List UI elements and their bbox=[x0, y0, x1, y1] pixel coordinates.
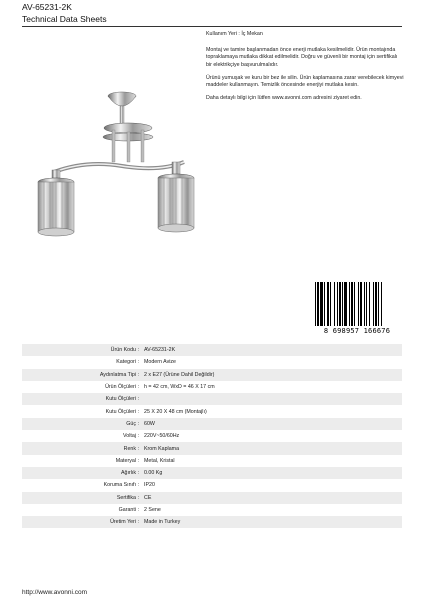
barcode-bar bbox=[351, 282, 353, 326]
barcode-bars bbox=[315, 282, 400, 326]
barcode-bar bbox=[366, 282, 367, 326]
spec-separator: : bbox=[138, 482, 140, 489]
spec-row bbox=[22, 492, 402, 504]
safety-note: Montaj ve tamire başlanmadan önce enerji mutlaka kesilmelidir. Ürün montajında topraklamaya mutlaka dikkat edilmelidir. Doğru ve güvenli bir montaj için sertifikalı bir elektrikçiye başvurulmalıdır. bbox=[206, 47, 398, 68]
header-divider bbox=[22, 26, 402, 27]
barcode-bar bbox=[344, 282, 347, 326]
spec-value: 0.00 Kg bbox=[144, 467, 402, 479]
spec-key: Ürün Kodu bbox=[22, 344, 138, 356]
barcode-bar bbox=[373, 282, 374, 326]
spec-value: Made in Turkey bbox=[144, 516, 402, 528]
spec-key: Renk bbox=[22, 442, 138, 454]
barcode-bar bbox=[360, 282, 362, 326]
usage-location: Kullanım Yeri : İç Mekan bbox=[206, 31, 263, 37]
spec-separator: : bbox=[138, 442, 144, 454]
spec-key: Materyal bbox=[115, 457, 136, 464]
barcode-bar bbox=[378, 282, 379, 326]
barcode-digits: 8 698957 166676 bbox=[323, 327, 391, 335]
spec-row bbox=[22, 369, 402, 381]
spec-row bbox=[22, 504, 402, 516]
spec-separator: : bbox=[138, 344, 144, 356]
spec-key: Güç bbox=[22, 418, 138, 430]
spec-key: Voltaj bbox=[123, 433, 136, 440]
spec-separator: : bbox=[138, 507, 140, 513]
spec-separator: : bbox=[138, 384, 140, 391]
barcode-bar bbox=[337, 282, 338, 326]
barcode-bar bbox=[330, 282, 331, 326]
spec-row bbox=[22, 430, 402, 442]
spec-row bbox=[22, 393, 402, 405]
spec-key: Kutu Ölçüleri bbox=[22, 393, 138, 405]
spec-row bbox=[22, 467, 402, 479]
footer-url[interactable]: http://www.avonni.com bbox=[22, 589, 88, 596]
spec-key: Ürün Ölçüleri bbox=[105, 384, 136, 391]
spec-separator: : bbox=[138, 492, 144, 504]
spec-value: 25 X 20 X 48 cm (Montajlı) bbox=[144, 408, 207, 415]
barcode bbox=[312, 282, 402, 336]
spec-key: Ağırlık bbox=[22, 467, 138, 479]
spec-value: AV-65231-2K bbox=[144, 344, 402, 356]
spec-separator: : bbox=[138, 359, 140, 366]
spec-separator: : bbox=[138, 393, 144, 405]
barcode-bar bbox=[324, 282, 325, 326]
spec-key: Aydınlatma Tipi bbox=[22, 369, 138, 381]
barcode-bar bbox=[339, 282, 341, 326]
spec-key: Garanti bbox=[118, 507, 136, 513]
spec-value: IP20 bbox=[144, 482, 155, 489]
usage-info bbox=[206, 31, 404, 108]
spec-row bbox=[22, 356, 402, 368]
spec-key: Koruma Sınıfı bbox=[103, 482, 136, 489]
spec-table bbox=[22, 344, 402, 528]
barcode-bar bbox=[369, 282, 370, 326]
website-note: Daha detaylı bilgi için lütfen www.avonni.com adresini ziyaret edin. bbox=[206, 95, 362, 102]
spec-separator: : bbox=[138, 467, 144, 479]
spec-value: 220V~50/60Hz bbox=[144, 433, 180, 440]
spec-value: 2 Sene bbox=[144, 507, 161, 513]
spec-key: Üretim Yeri bbox=[22, 516, 138, 528]
spec-separator: : bbox=[138, 369, 144, 381]
document-subtitle: Technical Data Sheets bbox=[22, 14, 107, 24]
spec-value: Krom Kaplama bbox=[144, 442, 402, 454]
barcode-bar bbox=[381, 282, 382, 326]
spec-key: Sertifika bbox=[22, 492, 138, 504]
spec-row bbox=[22, 479, 402, 491]
cleaning-note: Ürünü yumuşak ve kuru bir bez ile silin. Ürün kaplamasına zarar verebilecek kimyevi maddeler kullanmayın. Temizlik öncesinde enerjiyi mutlaka kesin. bbox=[206, 74, 404, 89]
spec-separator: : bbox=[138, 408, 140, 415]
spec-row bbox=[22, 418, 402, 430]
spec-separator: : bbox=[138, 516, 144, 528]
spec-value bbox=[144, 393, 402, 405]
spec-row bbox=[22, 516, 402, 528]
barcode-bar bbox=[320, 282, 323, 326]
spec-separator: : bbox=[138, 433, 140, 440]
spec-value: Modern Avize bbox=[144, 359, 176, 366]
barcode-bar bbox=[317, 282, 319, 326]
barcode-bar bbox=[327, 282, 329, 326]
barcode-bar bbox=[364, 282, 365, 326]
barcode-bar bbox=[354, 282, 355, 326]
spec-value: CE bbox=[144, 492, 402, 504]
spec-value: 60W bbox=[144, 418, 402, 430]
barcode-bar bbox=[334, 282, 335, 326]
spec-row bbox=[22, 442, 402, 454]
spec-value: 2 x E27 (Ürüne Dahil Değildir) bbox=[144, 369, 402, 381]
spec-row bbox=[22, 381, 402, 393]
spec-value: h = 42 cm, WxD = 46 X 17 cm bbox=[144, 384, 215, 391]
spec-key: Kategori bbox=[116, 359, 136, 366]
spec-separator: : bbox=[138, 418, 144, 430]
barcode-bar bbox=[375, 282, 377, 326]
chandelier-photo bbox=[24, 90, 204, 260]
spec-key: Kutu Ölçüleri bbox=[105, 408, 136, 415]
barcode-bar bbox=[349, 282, 350, 326]
barcode-bar bbox=[315, 282, 316, 326]
spec-row bbox=[22, 344, 402, 356]
product-code-title: AV-65231-2K bbox=[22, 2, 72, 12]
spec-row bbox=[22, 405, 402, 417]
spec-value: Metal, Kristal bbox=[144, 457, 175, 464]
barcode-bar bbox=[358, 282, 359, 326]
spec-separator: : bbox=[138, 457, 140, 464]
barcode-bar bbox=[342, 282, 343, 326]
spec-row bbox=[22, 455, 402, 467]
